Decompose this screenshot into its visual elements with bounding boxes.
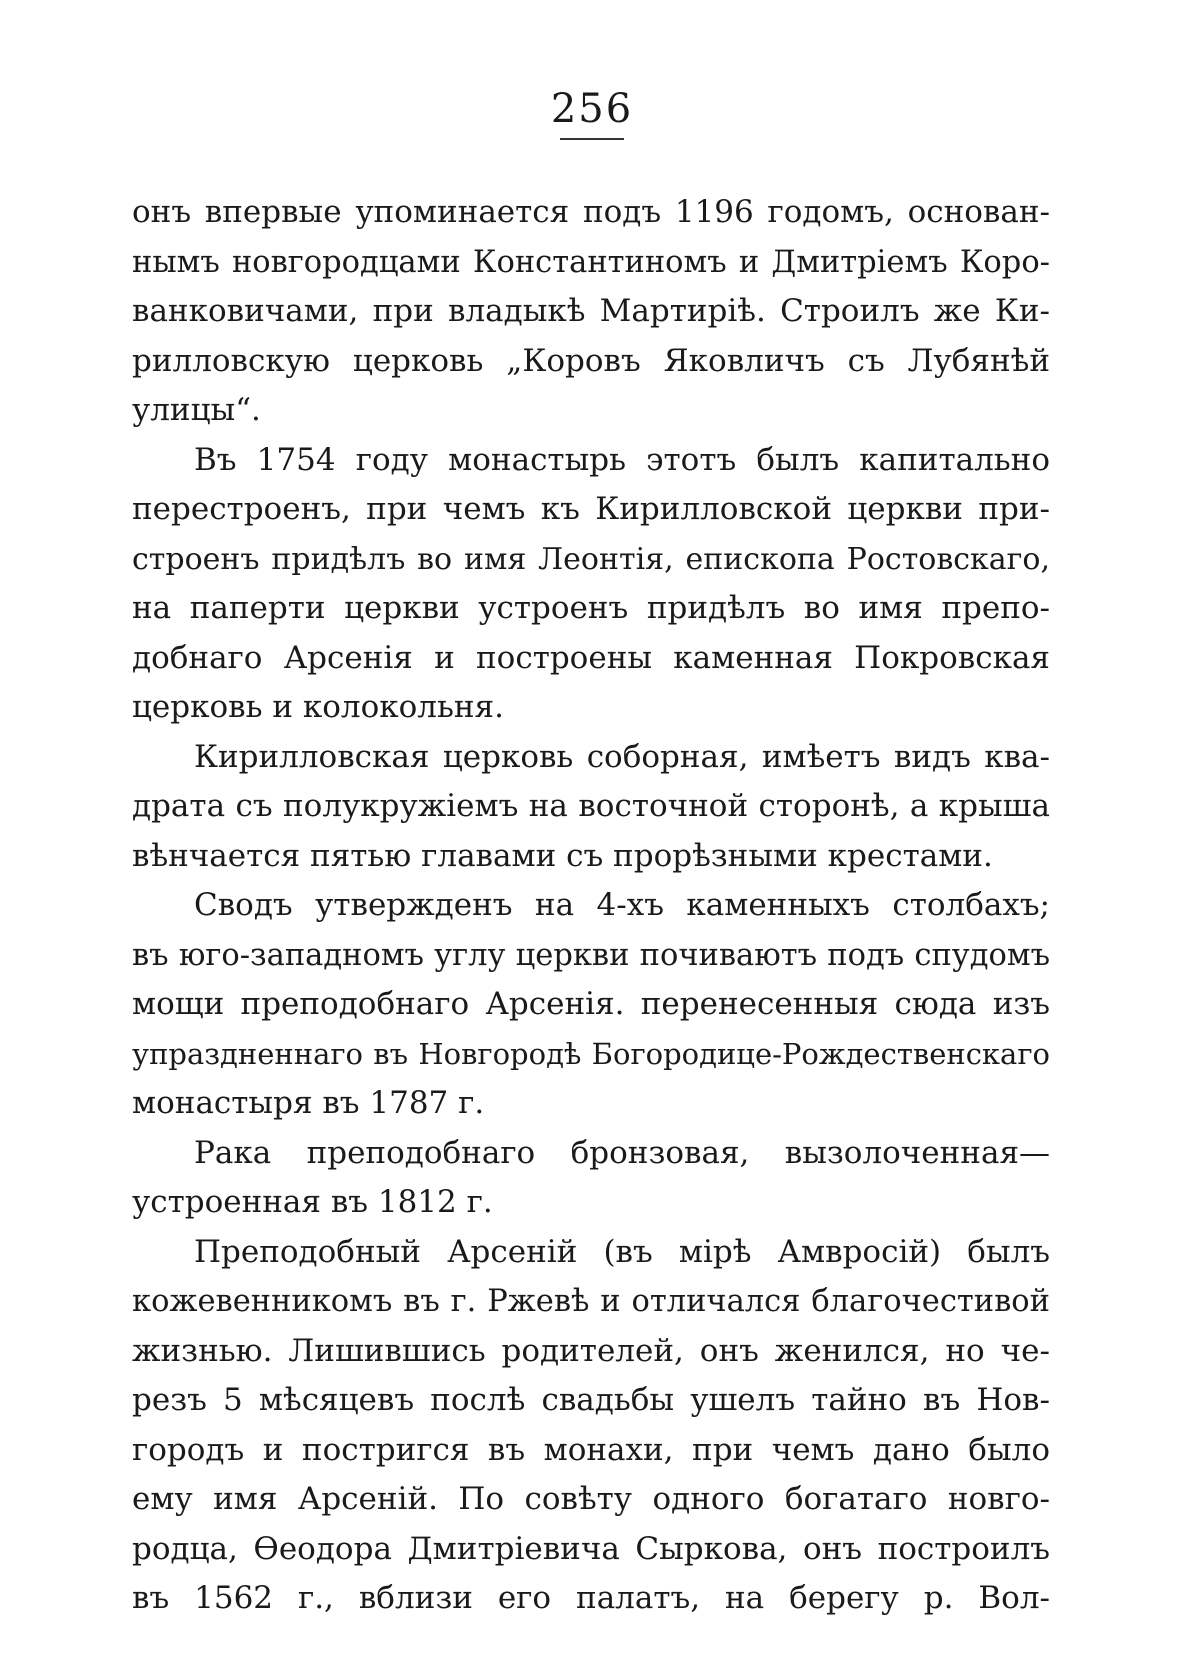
paragraph xyxy=(132,733,1050,882)
text-line: на паперти церкви устроенъ придѣлъ во имя препо- xyxy=(132,590,1050,626)
text-line: ему имя Арсеній. По совѣту одного богатаго новго- xyxy=(132,1481,1050,1517)
paragraph xyxy=(132,1129,1050,1228)
text-line: Рака преподобнаго бронзовая, вызолоченная— xyxy=(194,1134,1050,1171)
text-line: Въ 1754 году монастырь этотъ былъ капитально xyxy=(194,441,1050,478)
text-line: драта съ полукружіемъ на восточной сторонѣ, а крыша xyxy=(132,788,1050,824)
text-line: жизнью. Лишившись родителей, онъ женился, но че- xyxy=(132,1332,1050,1369)
text-line: въ 1562 г., вблизи его палатъ, на берегу р. Вол- xyxy=(132,1580,1050,1616)
body-text xyxy=(132,188,1050,1624)
text-line: упраздненнаго въ Новгородѣ Богородице-Рождественскаго xyxy=(132,1036,1050,1071)
text-line: кожевенникомъ въ г. Ржевѣ и отличался благочестивой xyxy=(132,1284,1050,1319)
text-line: добнаго Арсенія и построены каменная Покровская xyxy=(132,639,1050,676)
text-line: монастыря въ 1787 г. xyxy=(132,1085,485,1121)
text-line: церковь и колокольня. xyxy=(132,689,504,725)
text-line: перестроенъ, при чемъ къ Кирилловской церкви при- xyxy=(132,491,1050,527)
text-line: улицы“. xyxy=(132,392,261,428)
text-line: устроенная въ 1812 г. xyxy=(132,1184,493,1220)
text-line: въ юго-западномъ углу церкви почиваютъ подъ спудомъ xyxy=(132,937,1050,973)
paragraph xyxy=(132,881,1050,1129)
text-line: Кирилловская церковь соборная, имѣетъ видъ ква- xyxy=(194,738,1050,775)
text-line: рилловскую церковь „Коровъ Яковличъ съ Лубянѣй xyxy=(132,342,1050,379)
text-line: Сводъ утвержденъ на 4-хъ каменныхъ столбахъ; xyxy=(194,887,1050,923)
text-line: ванковичами, при владыкѣ Мартиріѣ. Строилъ же Ки- xyxy=(132,293,1050,329)
text-line: Преподобный Арсеній (въ мірѣ Амвросій) былъ xyxy=(194,1233,1050,1270)
paragraph xyxy=(132,1228,1050,1624)
text-line: строенъ придѣлъ во имя Леонтія, епископа Ростовскаго, xyxy=(132,541,1050,577)
text-line: нымъ новгородцами Константиномъ и Дмитріемъ Коро- xyxy=(132,244,1050,280)
text-line: онъ впервые упоминается подъ 1196 годомъ, основан- xyxy=(132,194,1050,230)
text-line: мощи преподобнаго Арсенія. перенесенныя сюда изъ xyxy=(132,986,1050,1022)
text-line: родца, Ѳеодора Дмитріевича Сыркова, онъ построилъ xyxy=(132,1530,1050,1567)
text-line: вѣнчается пятью главами съ прорѣзными крестами. xyxy=(132,837,993,874)
text-line: городъ и постригся въ монахи, при чемъ дано было xyxy=(132,1431,1050,1468)
paragraph xyxy=(132,436,1050,733)
text-line: резъ 5 мѣсяцевъ послѣ свадьбы ушелъ тайно въ Нов- xyxy=(132,1382,1050,1418)
paragraph xyxy=(132,188,1050,436)
page-number: 256 xyxy=(550,86,634,132)
page-number-rule xyxy=(560,138,624,140)
